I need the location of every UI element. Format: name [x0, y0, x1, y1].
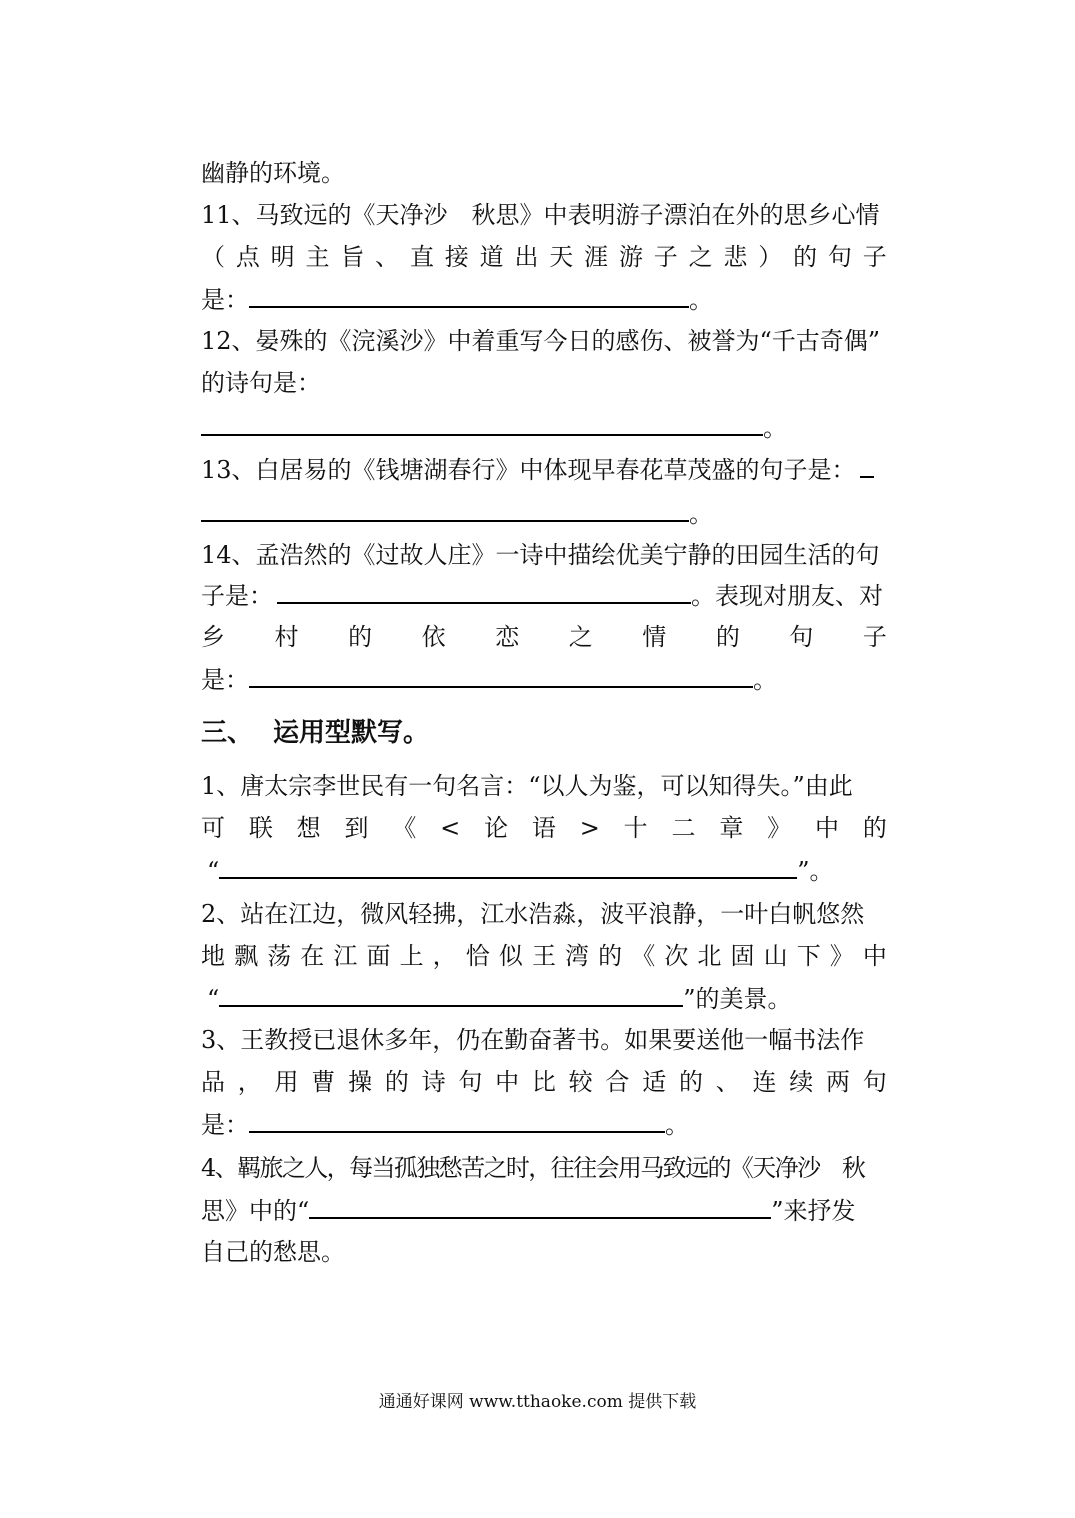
- text-char: 中: [495, 1068, 520, 1096]
- text-char: 章: [719, 814, 744, 842]
- s3q2-line1: 2、站在江边，微风轻拂，江水浩淼，波平浪静，一叶白帆悠然: [201, 900, 865, 928]
- text-char: 山: [763, 942, 788, 970]
- s3q1-line1: 1、唐太宗李世民有一句名言：“以人为鉴，可以知得失。”由此: [201, 772, 853, 800]
- s3q4-prefix: 思》中的“: [201, 1197, 310, 1225]
- text-char: ，: [432, 942, 457, 970]
- text-char: 子: [862, 623, 887, 651]
- text-char: 《: [631, 942, 656, 970]
- q13-suffix: 。: [689, 500, 713, 528]
- q12-line2: 的诗句是：: [201, 369, 321, 397]
- section-title: 运用型默写。: [273, 718, 430, 748]
- answer-blank[interactable]: [219, 983, 683, 1007]
- text-char: 句: [827, 243, 852, 271]
- q11-prefix: 是：: [201, 286, 249, 314]
- page-footer: 通通好课网 www.tthaoke.com 提供下载: [378, 1392, 697, 1412]
- answer-blank[interactable]: [201, 412, 763, 436]
- text-char: 接: [444, 243, 469, 271]
- text-char: 诗: [421, 1068, 446, 1096]
- text-char: <: [440, 814, 461, 842]
- text-char: 恰: [465, 942, 490, 970]
- text-char: 次: [664, 942, 689, 970]
- s3q2-line2: [201, 941, 887, 971]
- q13-line1: [201, 454, 887, 485]
- text-char: 适: [642, 1068, 667, 1096]
- answer-blank[interactable]: [249, 1109, 665, 1133]
- text-char: 、: [375, 243, 400, 271]
- text-char: 续: [789, 1068, 814, 1096]
- text-char: 的: [348, 623, 373, 651]
- q12-line1: 12、晏殊的《浣溪沙》中着重写今日的感伤、被誉为“千古奇偶”: [201, 327, 881, 355]
- q14-line1: 14、孟浩然的《过故人庄》一诗中描绘优美宁静的田园生活的句: [201, 541, 880, 569]
- close-quote: ”。: [797, 857, 834, 885]
- text-char: 飘: [234, 942, 259, 970]
- q12-suffix: 。: [763, 414, 787, 442]
- text-char: 可: [201, 814, 225, 842]
- q14-line3: [201, 622, 887, 652]
- text-char: 荡: [267, 942, 292, 970]
- s3q2-suffix: ”的美景。: [683, 985, 792, 1013]
- s3q4-suffix: ”来抒发: [771, 1197, 856, 1225]
- q14-suffix: 。: [753, 666, 777, 694]
- text-char: 到: [344, 814, 369, 842]
- text-char: 道: [479, 243, 504, 271]
- s3q3-line1: 3、王教授已退休多年，仍在勤奋著书。如果要送他一幅书法作: [201, 1026, 865, 1054]
- q14-line2: [201, 580, 887, 611]
- s3q3-line2: [201, 1067, 887, 1097]
- text-char: 二: [671, 814, 696, 842]
- text-char: 天: [549, 243, 574, 271]
- text-char: 面: [366, 942, 391, 970]
- q14-line4: [201, 664, 887, 695]
- text-char: 湾: [565, 942, 590, 970]
- text-char: 的: [678, 1068, 703, 1096]
- text-char: 操: [348, 1068, 373, 1096]
- text-char: 主: [305, 243, 330, 271]
- text-char: 似: [498, 942, 523, 970]
- q14-prefix2: 是：: [201, 666, 249, 694]
- text-char: 语: [531, 814, 556, 842]
- text-char: >: [579, 814, 600, 842]
- text-char: 旨: [340, 243, 365, 271]
- text-char: 论: [484, 814, 509, 842]
- answer-blank[interactable]: [249, 284, 689, 308]
- text-char: 涯: [584, 243, 609, 271]
- answer-blank[interactable]: [309, 1195, 771, 1219]
- text-char: 子: [653, 243, 678, 271]
- s3q1-line2: [201, 813, 887, 843]
- section-number: 三、: [201, 718, 254, 748]
- text-char: 村: [274, 623, 299, 651]
- text-char: 北: [697, 942, 722, 970]
- s3q3-prefix: 是：: [201, 1111, 249, 1139]
- open-quote: “: [207, 857, 220, 885]
- answer-blank[interactable]: [219, 855, 797, 879]
- text-char: 联: [248, 814, 273, 842]
- text-char: 》: [767, 814, 792, 842]
- text-char: 出: [514, 243, 539, 271]
- text-char: 依: [421, 623, 446, 651]
- answer-blank[interactable]: [249, 664, 753, 688]
- q11-line1: 11、马致远的《天净沙 秋思》中表明游子漂泊在外的思乡心情: [201, 201, 880, 229]
- q13-line2: [201, 498, 887, 529]
- text-char: 固: [730, 942, 755, 970]
- text-char: 游: [618, 243, 643, 271]
- s3q3-suffix: 。: [665, 1111, 689, 1139]
- q10-tail: 幽静的环境。: [201, 159, 345, 187]
- section-heading: [201, 716, 429, 750]
- text-char: 的: [793, 243, 818, 271]
- text-char: 上: [399, 942, 424, 970]
- q11-suffix: 。: [689, 286, 713, 314]
- text-char: 江: [333, 942, 358, 970]
- text-char: 悲: [723, 243, 748, 271]
- text-char: 合: [605, 1068, 630, 1096]
- text-char: 在: [300, 942, 325, 970]
- text-char: 、: [715, 1068, 740, 1096]
- text-char: 十: [623, 814, 648, 842]
- q14-mid: 。表现对朋友、对: [691, 582, 883, 610]
- s3q1-line3: [201, 855, 887, 886]
- q13-text: 13、白居易的《钱塘湖春行》中体现早春花草茂盛的句子是：: [201, 456, 856, 484]
- text-char: 中: [862, 942, 887, 970]
- text-char: 下: [796, 942, 821, 970]
- q11-line2: [201, 242, 887, 272]
- s3q2-line3: [201, 983, 887, 1014]
- q14-prefix: 子是：: [201, 582, 273, 610]
- text-char: 中: [814, 814, 839, 842]
- text-char: 的: [715, 623, 740, 651]
- s3q3-line3: [201, 1109, 887, 1140]
- text-char: 王: [531, 942, 556, 970]
- text-char: ）: [758, 243, 783, 271]
- answer-blank[interactable]: [201, 498, 689, 522]
- s3q4-line3: 自己的愁思。: [201, 1238, 345, 1266]
- text-char: 之: [688, 243, 713, 271]
- text-char: 比: [531, 1068, 556, 1096]
- open-quote: “: [207, 985, 220, 1013]
- s3q4-line1: 4、羁旅之人，每当孤独愁苦之时，往往会用马致远的《天净沙 秋: [201, 1154, 865, 1182]
- answer-blank[interactable]: [860, 454, 874, 478]
- text-char: 》: [829, 942, 854, 970]
- text-char: 地: [201, 942, 225, 970]
- text-char: 较: [568, 1068, 593, 1096]
- text-char: 情: [642, 623, 667, 651]
- text-char: 两: [826, 1068, 851, 1096]
- text-char: 明: [270, 243, 295, 271]
- text-char: 连: [752, 1068, 777, 1096]
- text-char: 曹: [311, 1068, 336, 1096]
- q11-line3: [201, 284, 887, 315]
- text-char: 之: [568, 623, 593, 651]
- text-char: 恋: [495, 623, 520, 651]
- text-char: 句: [458, 1068, 483, 1096]
- text-char: ，: [237, 1068, 262, 1096]
- answer-blank[interactable]: [277, 580, 691, 604]
- s3q4-line2: [201, 1195, 887, 1226]
- text-char: 直: [409, 243, 434, 271]
- text-char: 《: [392, 814, 417, 842]
- text-char: 的: [384, 1068, 409, 1096]
- text-char: 点: [235, 243, 260, 271]
- text-char: 的: [598, 942, 623, 970]
- text-char: 句: [789, 623, 814, 651]
- text-char: 乡: [201, 623, 225, 651]
- text-char: 品: [201, 1068, 225, 1096]
- text-char: 用: [274, 1068, 299, 1096]
- q12-line3: [201, 412, 887, 443]
- text-char: 想: [296, 814, 321, 842]
- text-char: 句: [862, 1068, 887, 1096]
- text-char: 子: [862, 243, 887, 271]
- text-char: 的: [862, 814, 887, 842]
- text-char: （: [201, 243, 225, 271]
